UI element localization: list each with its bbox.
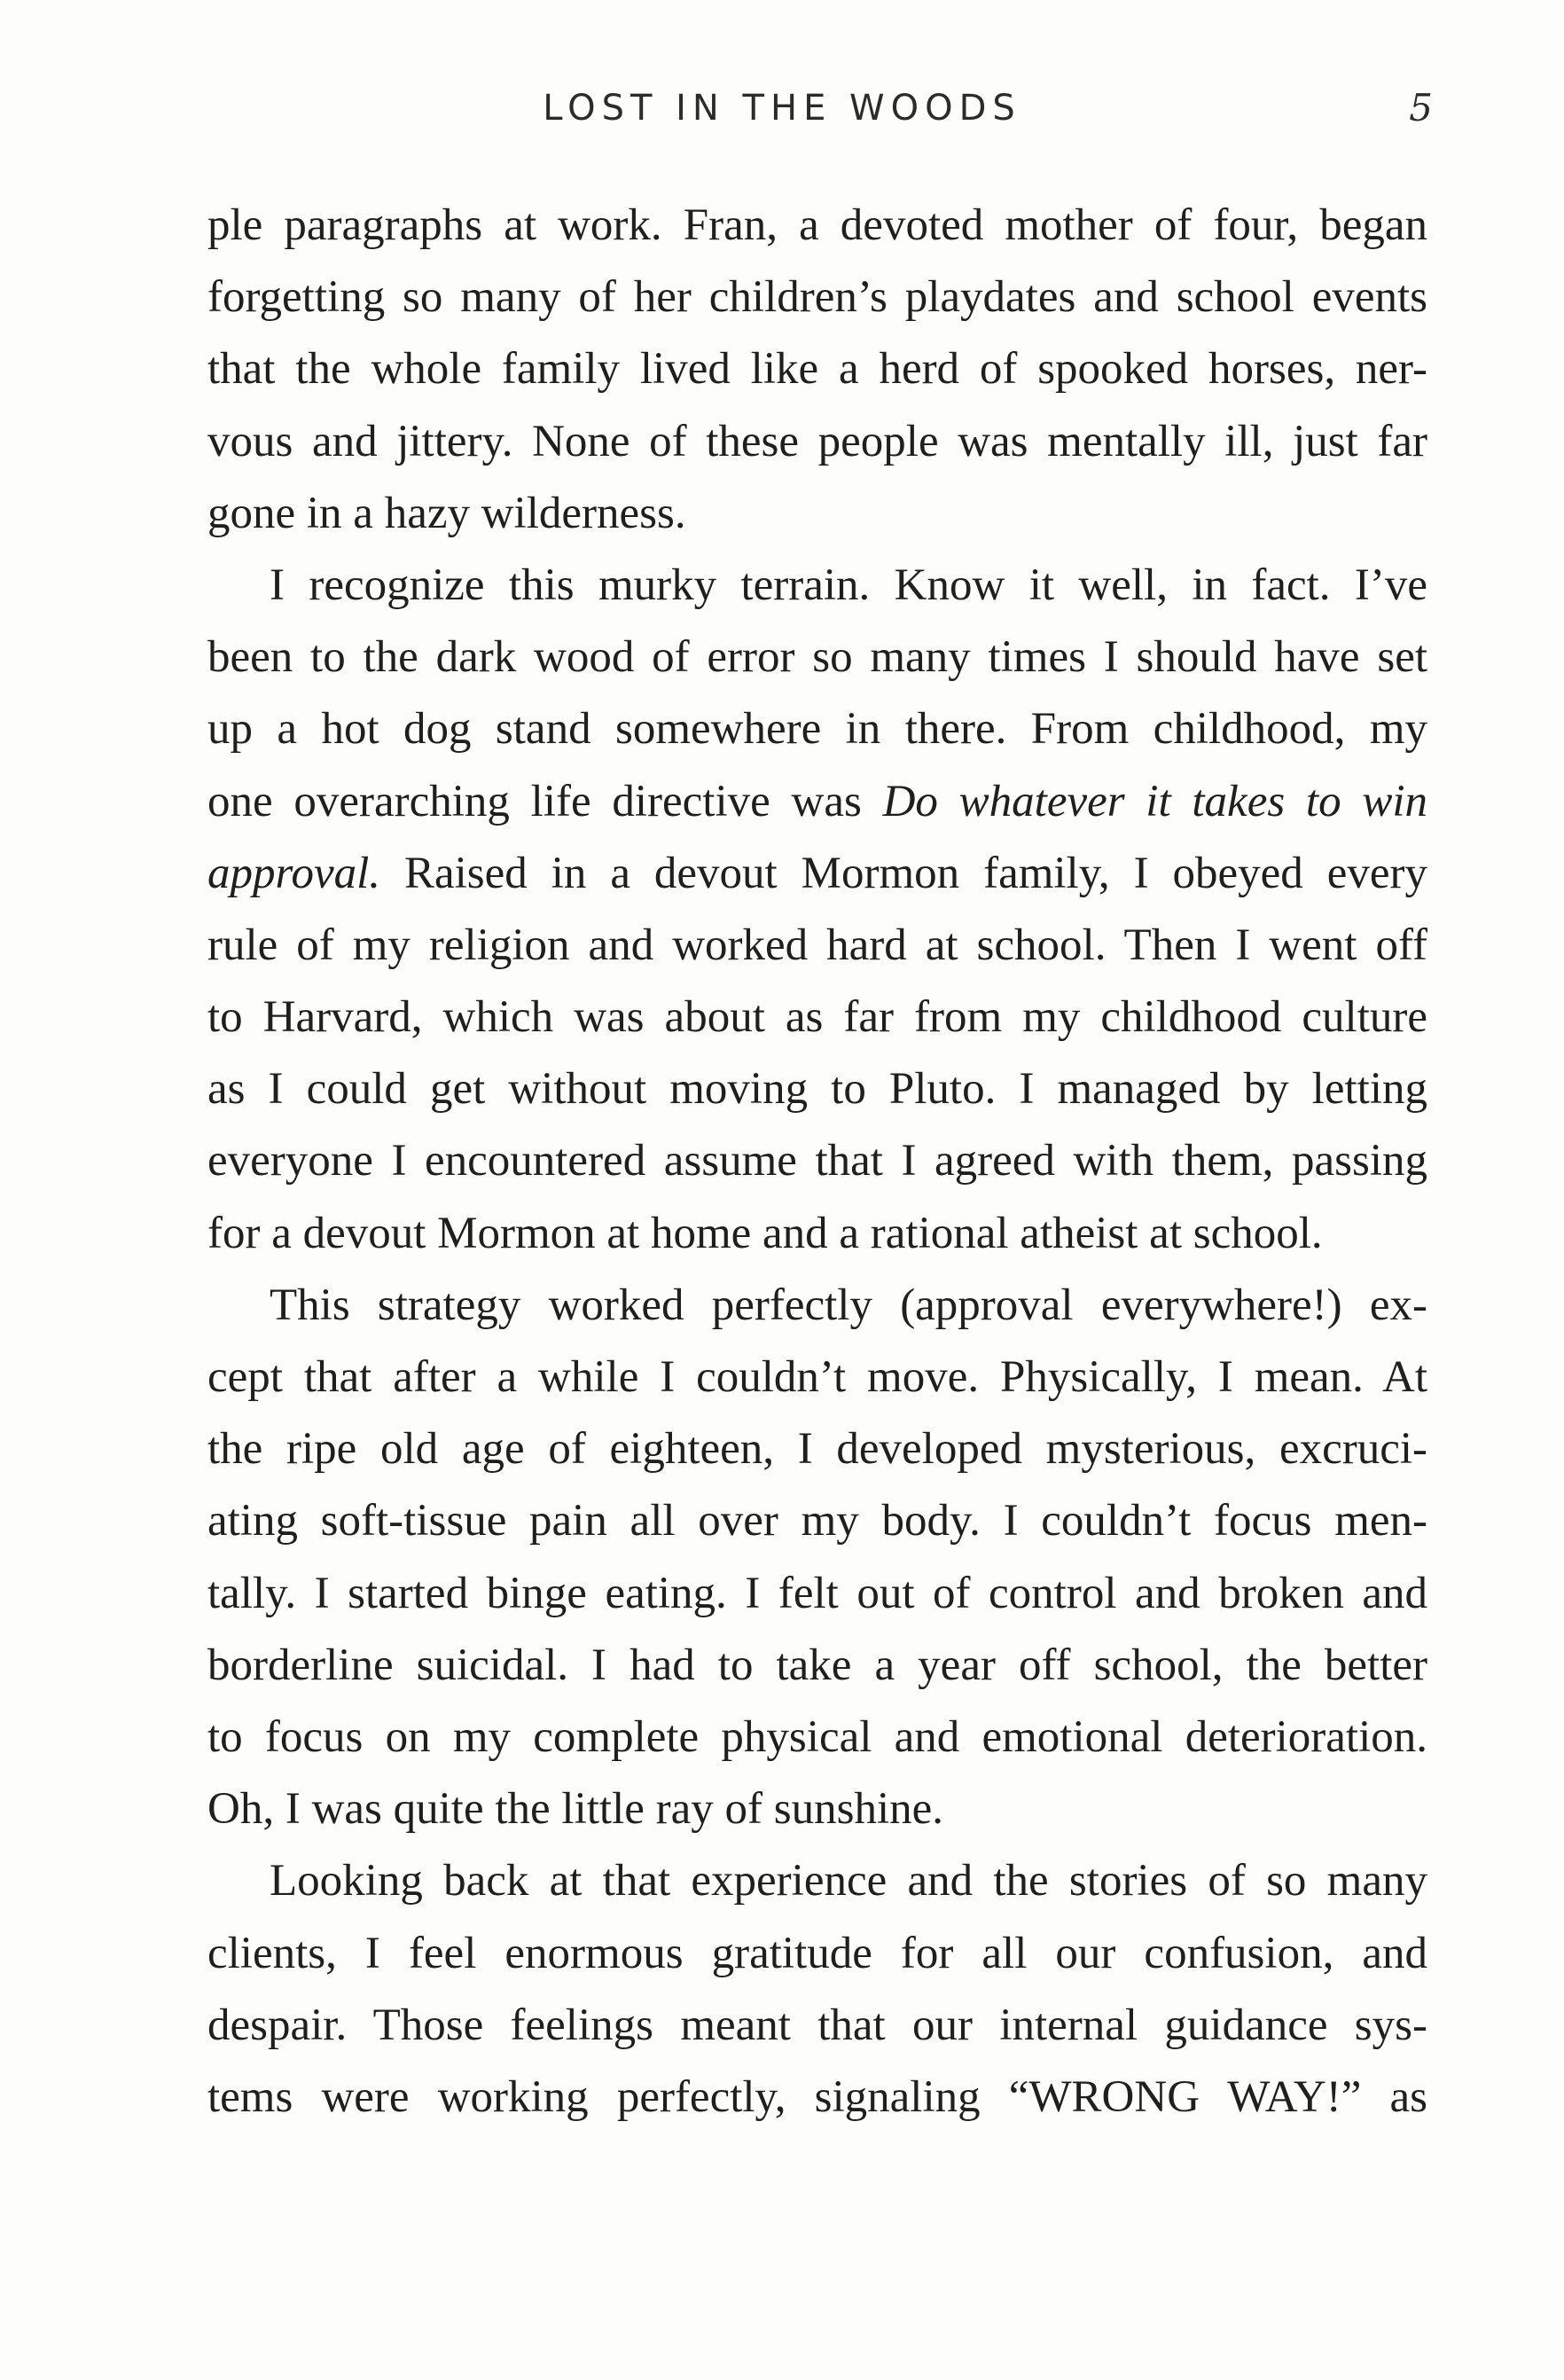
text-line: tally. I started binge eating. I felt out of control and broken and <box>207 1568 1427 1618</box>
text-line: gone in a hazy wilderness. <box>207 488 686 538</box>
text-line: clients, I feel enormous gratitude for all our confusion, and <box>207 1928 1427 1978</box>
text-line: rule of my religion and worked hard at school. Then I went off <box>207 920 1427 970</box>
text-line: to Harvard, which was about as far from my childhood culture <box>207 992 1427 1043</box>
italic-phrase: Do whatever it takes to win <box>882 776 1428 826</box>
text-line-mixed <box>207 766 1427 838</box>
text-line: forgetting so many of her children’s playdates and school events <box>207 272 1427 323</box>
text-line: that the whole family lived like a herd of spooked horses, ner- <box>207 344 1427 395</box>
text-line: cept that after a while I couldn’t move. Physically, I mean. At <box>207 1352 1427 1402</box>
running-header <box>0 82 1564 135</box>
text-line-mixed <box>207 838 1427 910</box>
body-text <box>207 190 1427 2133</box>
text-line: ating soft-tissue pain all over my body. I couldn’t focus men- <box>207 1496 1427 1546</box>
text-line: as I could get without moving to Pluto. I managed by letting <box>207 1064 1427 1115</box>
text-line: everyone I encountered assume that I agreed with them, passing <box>207 1136 1427 1186</box>
text-line: Oh, I was quite the little ray of sunshine. <box>207 1784 943 1835</box>
text-line: to focus on my complete physical and emotional deterioration. <box>207 1711 1427 1762</box>
text-line: despair. Those feelings meant that our internal guidance sys- <box>207 2000 1427 2050</box>
text-line: Looking back at that experience and the stories of so many <box>270 1856 1427 1906</box>
running-title: LOST IN THE WOODS <box>543 88 1021 129</box>
text-line: for a devout Mormon at home and a rational atheist at school. <box>207 1208 1323 1258</box>
text-segment: one overarching life directive was <box>207 776 862 826</box>
text-line: the ripe old age of eighteen, I developed mysterious, excruci- <box>207 1424 1427 1475</box>
text-line: ple paragraphs at work. Fran, a devoted mother of four, began <box>207 200 1427 250</box>
text-segment: Raised in a devout Mormon family, I obeyed every <box>380 848 1427 898</box>
text-line: vous and jittery. None of these people was mentally ill, just far <box>207 416 1427 466</box>
text-line: This strategy worked perfectly (approval everywhere!) ex- <box>270 1280 1427 1330</box>
text-line: been to the dark wood of error so many times I should have set <box>207 632 1427 683</box>
text-line: borderline suicidal. I had to take a year off school, the better <box>207 1640 1427 1690</box>
text-line: up a hot dog stand somewhere in there. From childhood, my <box>207 704 1427 755</box>
text-line: tems were working perfectly, signaling “WRONG WAY!” as <box>207 2071 1427 2122</box>
page-number: 5 <box>1409 86 1433 129</box>
italic-phrase: approval. <box>207 848 381 898</box>
text-line: I recognize this murky terrain. Know it well, in fact. I’ve <box>270 560 1427 610</box>
